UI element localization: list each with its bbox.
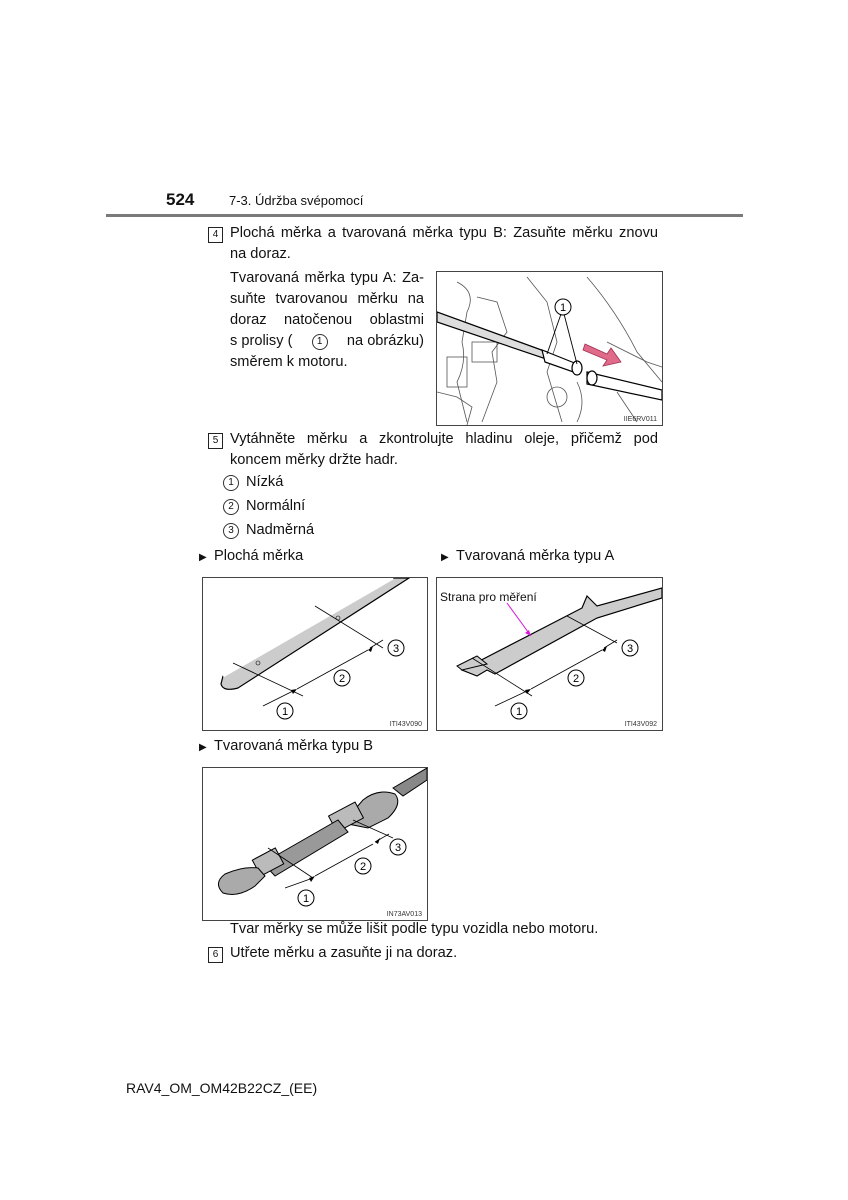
note-marker-1: 1: [312, 334, 328, 350]
type-a-callout-2: 2: [572, 673, 580, 685]
callout-1-label: 1: [559, 302, 567, 314]
triangle-bullet-icon: ▶: [199, 742, 207, 753]
section-title: 7-3. Údržba svépomocí: [229, 193, 364, 208]
type-b-heading: Tvarovaná měrka typu B: [214, 738, 373, 754]
flat-callout-1: 1: [281, 706, 289, 718]
type-a-figure-code: ITI43V092: [624, 721, 657, 728]
note-line-4a: s prolisy (: [230, 333, 293, 349]
figure-type-a-dipstick: [436, 577, 663, 731]
step-6-number: 6: [208, 947, 223, 963]
note-line-4: [230, 331, 424, 352]
figure-engine-dipstick: [436, 271, 663, 426]
flat-callout-3: 3: [392, 643, 400, 655]
flat-figure-code: ITI43V090: [389, 721, 422, 728]
note-line-2: suňte tvarovanou měrku na: [230, 291, 424, 307]
level-2-marker: 2: [223, 499, 239, 515]
level-3-label: Nadměrná: [246, 522, 315, 538]
triangle-bullet-icon: ▶: [441, 552, 449, 563]
footer-code: RAV4_OM_OM42B22CZ_(EE): [126, 1080, 318, 1096]
step-6-text: Utřete měrku a zasuňte ji na doraz.: [230, 945, 458, 961]
step-5-number: 5: [208, 433, 223, 449]
measuring-side-label: Strana pro měření: [440, 590, 537, 604]
type-b-callout-1: 1: [302, 893, 310, 905]
step-5-text: Vytáhněte měrku a zkontrolujte hladinu oleje, přičemž pod koncem měrky držte hadr.: [230, 431, 658, 468]
engine-illustration: [437, 272, 662, 425]
note-line-3: doraz natočenou oblastmi: [230, 312, 424, 328]
note-line-5: směrem k motoru.: [230, 354, 348, 370]
flat-dipstick-heading: Plochá měrka: [214, 548, 304, 564]
figure-flat-dipstick: [202, 577, 428, 731]
header-rule: [106, 214, 743, 217]
level-2-label: Normální: [246, 498, 306, 514]
push-arrow-icon: [583, 344, 621, 366]
type-b-callout-3: 3: [394, 842, 402, 854]
triangle-bullet-icon: ▶: [199, 552, 207, 563]
step-4-text: Plochá měrka a tvarovaná měrka typu B: Zasuňte měrku znovu na doraz.: [230, 225, 658, 262]
page-number: 524: [166, 190, 195, 209]
note-line-4b: na obrázku): [346, 333, 424, 349]
level-1-marker: 1: [223, 475, 239, 491]
type-a-callout-1: 1: [515, 706, 523, 718]
type-a-heading: Tvarovaná měrka typu A: [456, 548, 615, 564]
figure-code: IIE6RV011: [623, 416, 657, 423]
step-4-note: [230, 268, 424, 373]
type-b-callout-2: 2: [359, 861, 367, 873]
note-line-1: Tvarovaná měrka typu A: Za-: [230, 270, 424, 286]
type-b-figure-code: IN73AV013: [386, 911, 422, 918]
level-3-marker: 3: [223, 523, 239, 539]
shape-note: Tvar měrky se může lišit podle typu vozidla nebo motoru.: [230, 921, 599, 937]
flat-callout-2: 2: [338, 673, 346, 685]
type-a-callout-3: 3: [626, 643, 634, 655]
step-4-number: 4: [208, 227, 223, 243]
level-1-label: Nízká: [246, 474, 284, 490]
figure-type-b-dipstick: [202, 767, 428, 921]
